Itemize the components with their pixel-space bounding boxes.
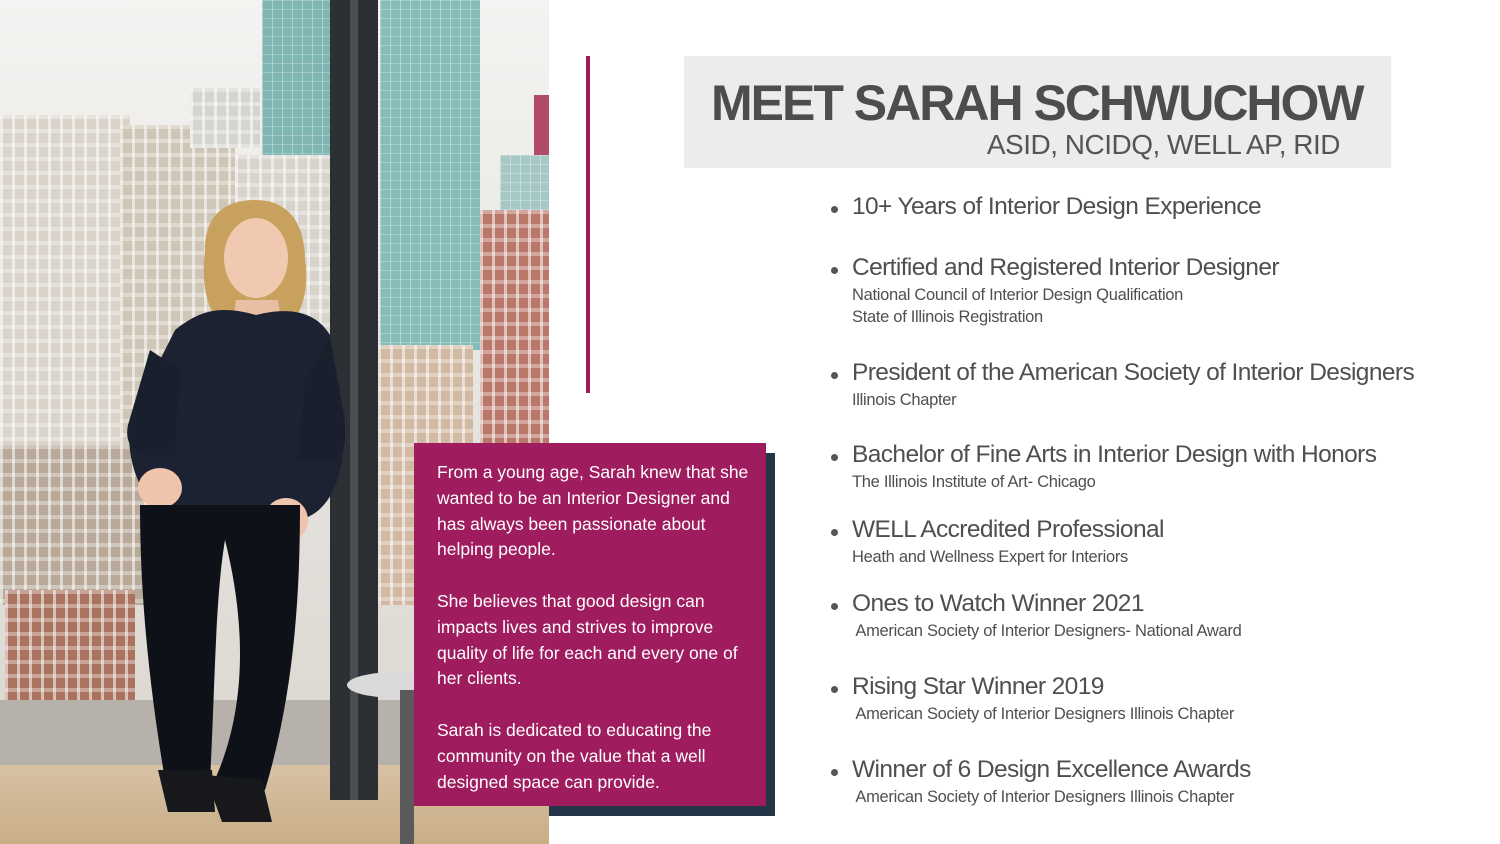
list-item-title: Winner of 6 Design Excellence Awards [852,756,1251,783]
page-title: MEET SARAH SCHWUCHOW [711,75,1363,131]
bullet-icon [831,372,838,379]
bullet-icon [831,206,838,213]
bullet-icon [831,603,838,610]
list-item-detail: American Society of Interior Designers- National Award [852,622,1242,640]
accent-divider [586,56,590,393]
list-item-detail: American Society of Interior Designers Illinois Chapter [852,788,1235,806]
list-item-detail: National Council of Interior Design Qualification [852,286,1184,304]
list-item-title: Ones to Watch Winner 2021 [852,590,1144,617]
list-item-title: Rising Star Winner 2019 [852,673,1104,700]
list-item-title: Bachelor of Fine Arts in Interior Design with Honors [852,441,1377,468]
list-item-detail: Heath and Wellness Expert for Interiors [852,548,1128,566]
list-item-detail: State of Illinois Registration [852,308,1043,326]
list-item-title: WELL Accredited Professional [852,516,1164,543]
bullet-icon [831,529,838,536]
credentials-subtitle: ASID, NCIDQ, WELL AP, RID [986,129,1340,160]
bullet-icon [831,267,838,274]
list-item-detail: Illinois Chapter [852,391,957,409]
bullet-icon [831,769,838,776]
list-item-detail: The Illinois Institute of Art- Chicago [852,473,1096,491]
list-item-detail: American Society of Interior Designers Illinois Chapter [852,705,1235,723]
list-item-title: Certified and Registered Interior Designer [852,254,1279,281]
list-item-title: 10+ Years of Interior Design Experience [852,193,1262,220]
bio-text: From a young age, Sarah knew that she wanted to be an Interior Designer and has always been passionate about helping people. She believes that good design can impacts lives and strives to improve quality of life for each and every one of her clients. Sarah is dedicated to educating the community on the value that a well designed space can provide. [437,462,749,792]
bullet-icon [831,686,838,693]
bullet-icon [831,454,838,461]
list-item-title: President of the American Society of Interior Designers [852,359,1415,386]
